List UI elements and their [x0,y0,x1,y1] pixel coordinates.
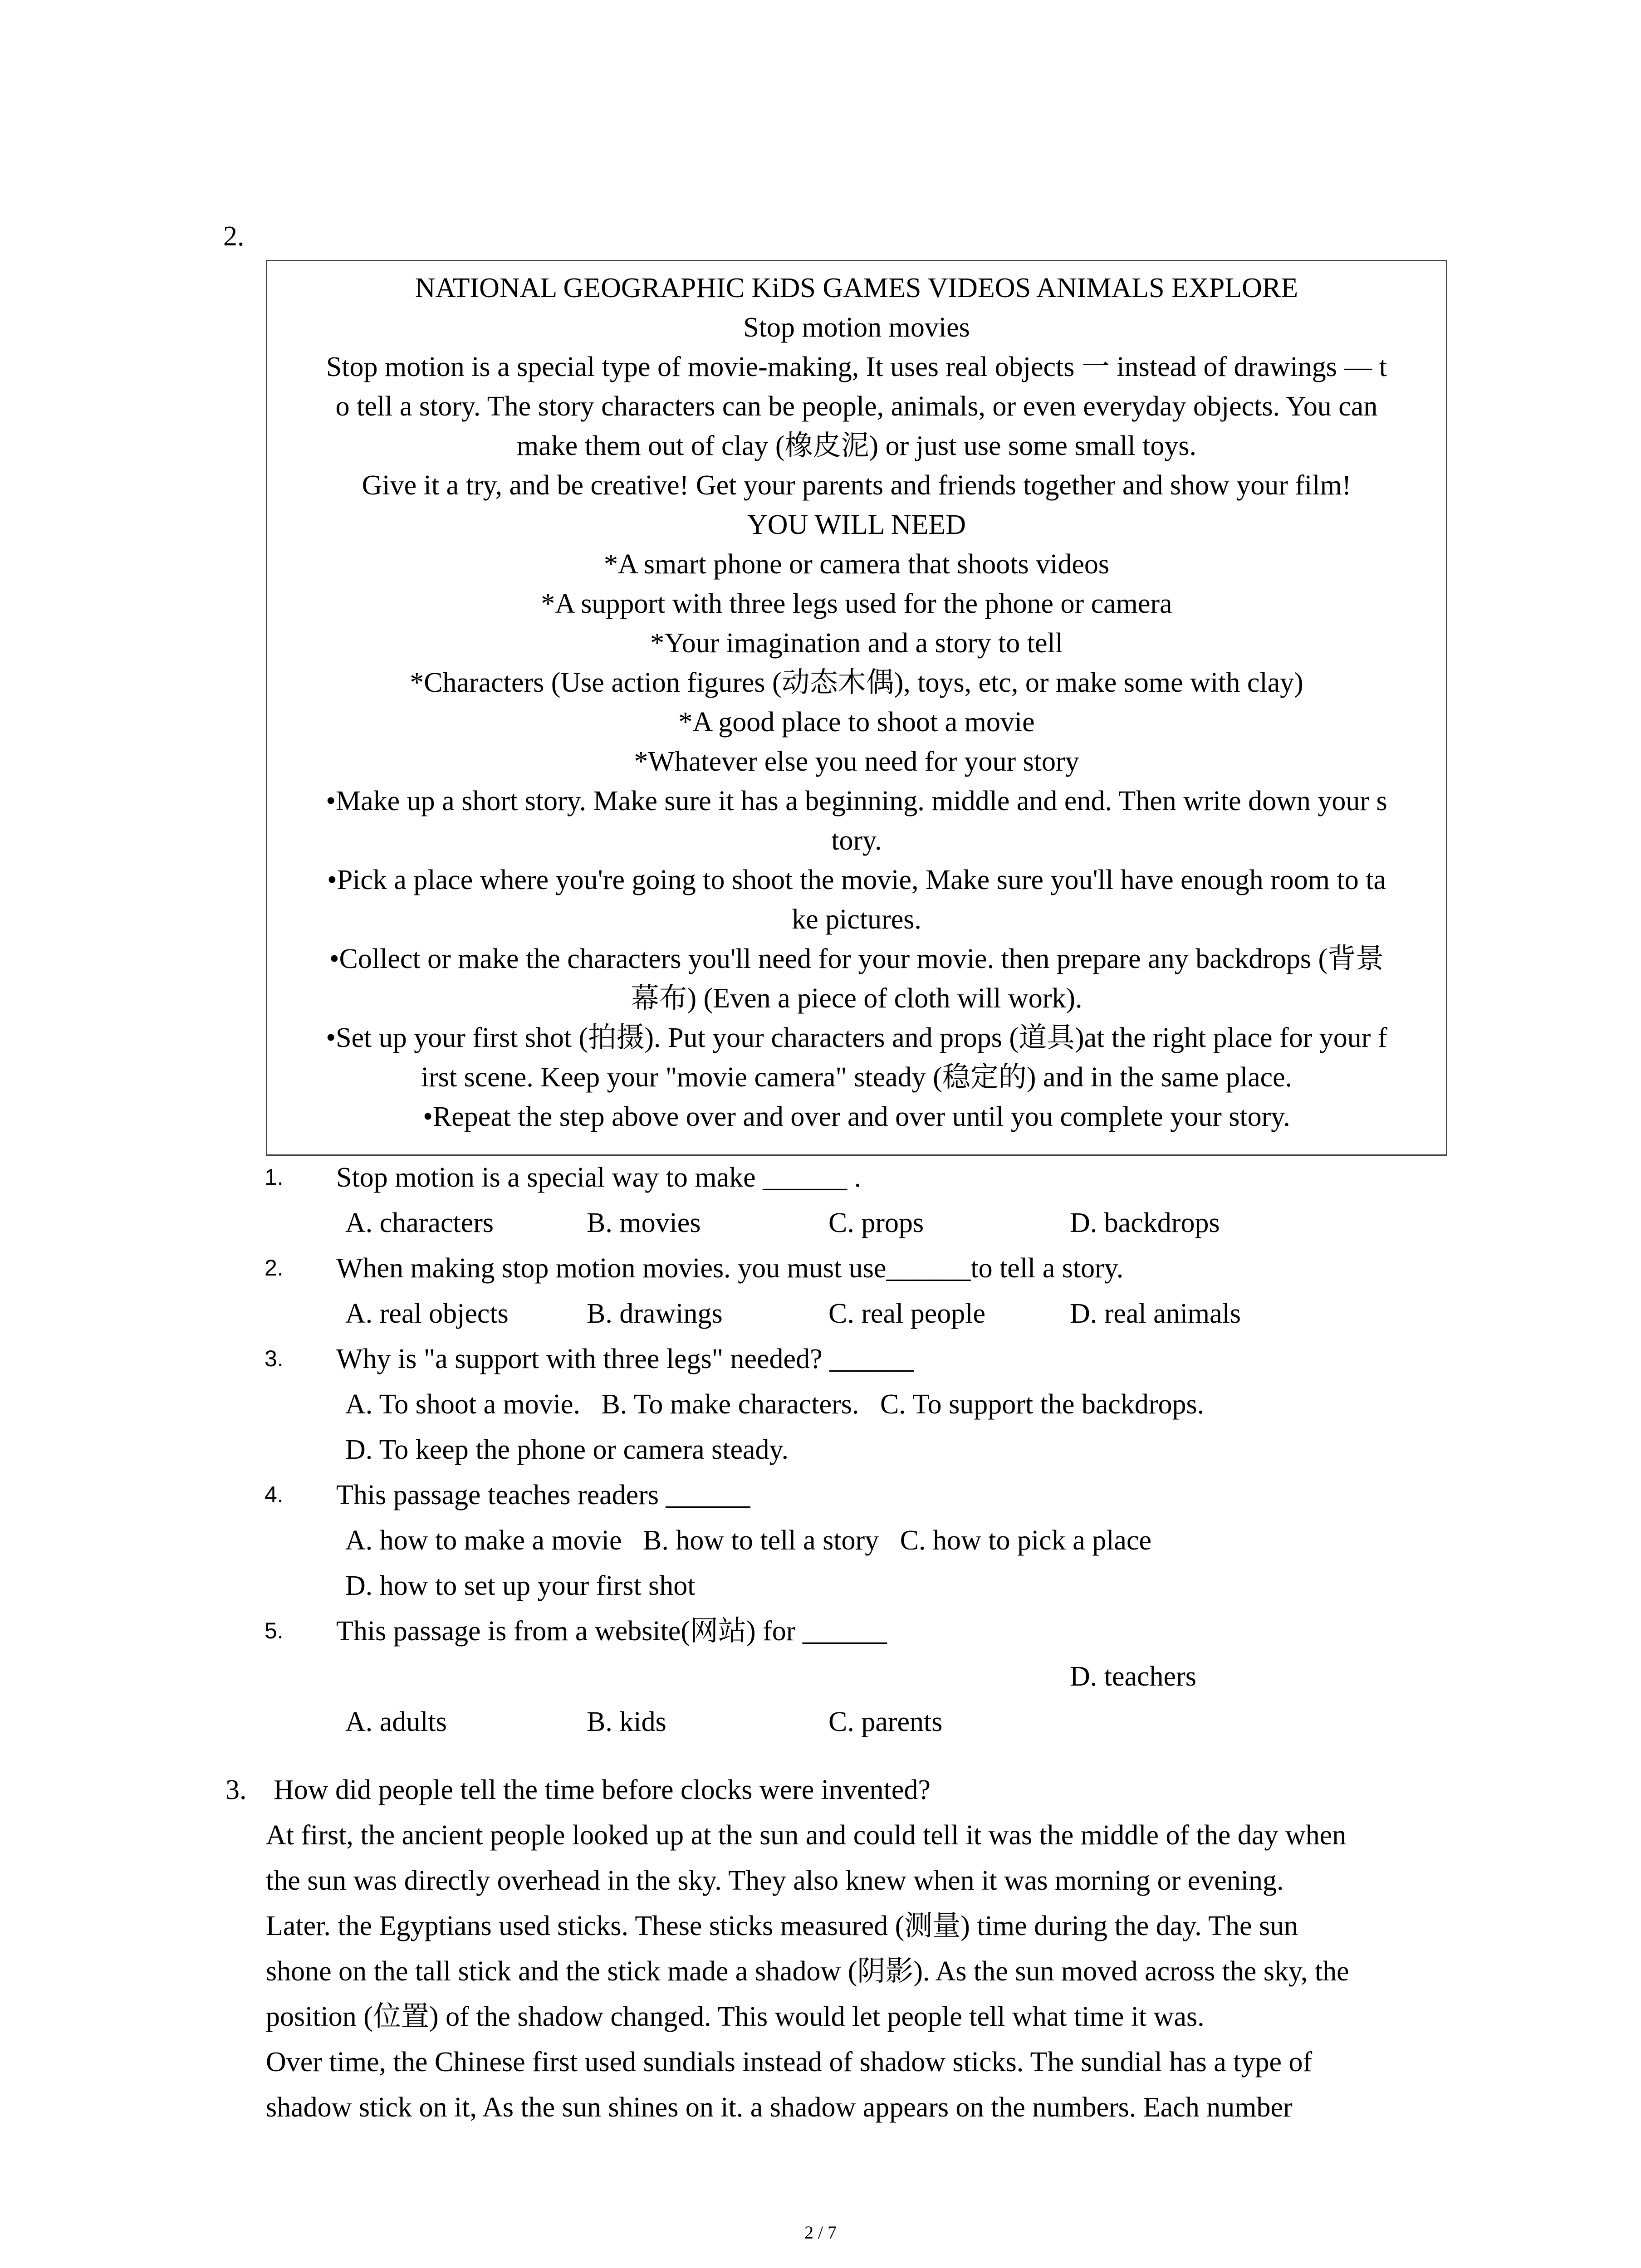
passage-line: *A smart phone or camera that shoots videos [603,549,1110,580]
option-d[interactable]: D. teachers [1070,1661,1196,1692]
question-number: 2. [265,1255,284,1281]
section-question: How did people tell the time before clocks were invented? [274,1774,931,1805]
option-b[interactable]: B. drawings [587,1298,723,1329]
question-stem: Stop motion is a special way to make ______ . [336,1162,862,1193]
option-a[interactable]: A. adults [345,1706,447,1737]
passage-line: YOU WILL NEED [747,509,966,540]
question-number: 5. [265,1618,284,1643]
option-b[interactable]: B. kids [587,1706,666,1737]
question-stem: This passage is from a website(网站) for ______ [336,1616,887,1647]
passage-line: o tell a story. The story characters can be people, animals, or even everyday objects. You can [335,391,1378,422]
paragraph-line: Later. the Egyptians used sticks. These sticks measured (测量) time during the day. The sun [266,1911,1298,1941]
passage-line: *Whatever else you need for your story [634,746,1079,777]
passage-line: •Repeat the step above over and over and over until you complete your story. [423,1101,1290,1132]
option-d[interactable]: D. real animals [1070,1298,1241,1329]
page-number: 2 / 7 [804,2222,837,2243]
question-stem: Why is "a support with three legs" needed? ______ [336,1344,914,1374]
option-b[interactable]: B. movies [587,1207,701,1238]
question-stem: When making stop motion movies. you must use______to tell a story. [336,1253,1124,1284]
option-d[interactable]: D. To keep the phone or camera steady. [345,1434,789,1465]
passage-line: *A good place to shoot a movie [678,707,1035,738]
option-c[interactable]: C. props [828,1207,924,1238]
question-number: 1. [265,1164,284,1190]
passage-line: NATIONAL GEOGRAPHIC KiDS GAMES VIDEOS ANIMALS EXPLORE [415,273,1298,303]
passage-line: •Pick a place where you're going to shoot the movie, Make sure you'll have enough room to ta [327,865,1386,895]
options-row[interactable]: A. To shoot a movie. B. To make characters. C. To support the backdrops. [345,1389,1205,1420]
section-number: 3. [225,1774,247,1805]
option-a[interactable]: A. characters [345,1207,494,1238]
option-d[interactable]: D. how to set up your first shot [345,1570,696,1601]
passage-line: Give it a try, and be creative! Get your parents and friends together and show your film! [362,470,1352,501]
option-c[interactable]: C. real people [828,1298,986,1329]
passage-line: •Collect or make the characters you'll need for your movie. then prepare any backdrops (背景 [329,943,1384,974]
passage-line: ke pictures. [792,904,921,935]
passage-line: *A support with three legs used for the phone or camera [541,588,1172,619]
passage-line: *Your imagination and a story to tell [650,628,1063,659]
passage-line: •Set up your first shot (拍摄). Put your characters and props (道具)at the right place for your f [326,1022,1387,1053]
paragraph-line: shone on the tall stick and the stick made a shadow (阴影). As the sun moved across the sky, the [266,1956,1349,1987]
passage-line: make them out of clay (橡皮泥) or just use some small toys. [516,430,1197,461]
passage-line: irst scene. Keep your "movie camera" steady (稳定的) and in the same place. [421,1062,1293,1093]
options-row[interactable]: A. how to make a movie B. how to tell a story C. how to pick a place [345,1525,1151,1556]
section-number: 2. [223,221,245,252]
paragraph-line: At first, the ancient people looked up at the sun and could tell it was the middle of the day when [266,1820,1347,1851]
question-number: 3. [265,1346,284,1371]
option-c[interactable]: C. parents [828,1706,943,1737]
option-d[interactable]: D. backdrops [1070,1207,1220,1238]
option-a[interactable]: A. real objects [345,1298,509,1329]
passage-line: •Make up a short story. Make sure it has a beginning. middle and end. Then write down your s [326,786,1387,816]
paragraph-line: position (位置) of the shadow changed. This would let people tell what time it was. [266,2001,1205,2032]
passage-line: *Characters (Use action figures (动态木偶), toys, etc, or make some with clay) [410,667,1303,698]
passage-line: tory. [831,825,882,856]
passage-line: Stop motion is a special type of movie-making, It uses real objects 一 instead of drawings — t [326,352,1387,382]
paragraph-line: the sun was directly overhead in the sky. They also knew when it was morning or evening. [266,1865,1284,1896]
paragraph-line: Over time, the Chinese first used sundials instead of shadow sticks. The sundial has a type of [266,2047,1313,2077]
passage-line: Stop motion movies [743,312,970,343]
question-stem: This passage teaches readers ______ [336,1480,750,1510]
passage-line: 幕布) (Even a piece of cloth will work). [631,983,1083,1014]
paragraph-line: shadow stick on it, As the sun shines on it. a shadow appears on the numbers. Each number [266,2092,1293,2123]
question-number: 4. [265,1482,284,1507]
